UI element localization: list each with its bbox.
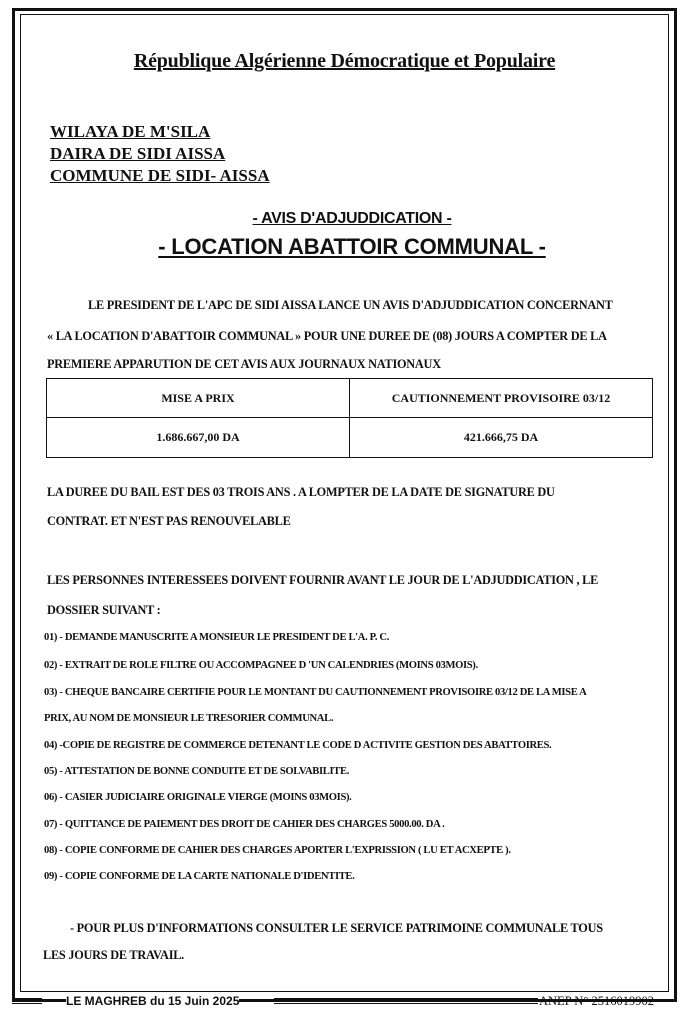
- avis-title: - AVIS D'ADJUDDICATION -: [252, 210, 452, 227]
- dossier-item: 02) - EXTRAIT DE ROLE FILTRE OU ACCOMPAGNEE D 'UN CALENDRIES (MOINS 03MOIS).: [44, 660, 478, 671]
- daira-line: DAIRA DE SIDI AISSA: [50, 144, 226, 163]
- footer-rule-middle: [274, 998, 538, 1004]
- dossier-item: 05) - ATTESTATION DE BONNE CONDUITE ET DE SOLVABILITE.: [44, 766, 349, 777]
- price-value-mise: 1.686.667,00 DA: [47, 418, 350, 458]
- info-line-1: - POUR PLUS D'INFORMATIONS CONSULTER LE SERVICE PATRIMOINE COMMUNALE TOUS: [70, 921, 603, 935]
- dossier-item: 04) -COPIE DE REGISTRE DE COMMERCE DETENANT LE CODE D ACTIVITE GESTION DES ABATTOIRES.: [44, 740, 552, 751]
- dossier-item: 08) - COPIE CONFORME DE CAHIER DES CHARGES APORTER L'EXPRISSION ( LU ET ACXEPTE ).: [44, 845, 511, 856]
- dossier-item: 09) - COPIE CONFORME DE LA CARTE NATIONALE D'IDENTITE.: [44, 871, 355, 882]
- administration-block: [50, 121, 270, 187]
- intro-line-3: PREMIERE APPARUTION DE CET AVIS AUX JOURNAUX NATIONAUX: [47, 357, 441, 371]
- dossier-item: 01) - DEMANDE MANUSCRITE A MONSIEUR LE PRESIDENT DE L'A. P. C.: [44, 632, 390, 643]
- footer-newspaper: LE MAGHREB du 15 Juin 2025: [66, 994, 240, 1008]
- bail-line-1: LA DUREE DU BAIL EST DES 03 TROIS ANS . A LOMPTER DE LA DATE DE SIGNATURE DU: [47, 485, 555, 499]
- price-value-caution: 421.666,75 DA: [350, 418, 653, 458]
- wilaya-line: WILAYA DE M'SILA: [50, 122, 211, 141]
- location-title: - LOCATION ABATTOIR COMMUNAL -: [158, 234, 546, 259]
- commune-line: COMMUNE DE SIDI- AISSA: [50, 166, 270, 185]
- footer-rule-left: [12, 998, 42, 1004]
- price-header-caution: CAUTIONNEMENT PROVISOIRE 03/12: [350, 379, 653, 418]
- intro-line-2: « LA LOCATION D'ABATTOIR COMMUNAL » POUR UNE DUREE DE (08) JOURS A COMPTER DE LA: [47, 329, 607, 343]
- price-header-mise: MISE A PRIX: [47, 379, 350, 418]
- dossier-item: 03) - CHEQUE BANCAIRE CERTIFIE POUR LE MONTANT DU CAUTIONNEMENT PROVISOIRE 03/12 DE LA MISE A: [44, 687, 587, 698]
- dossier-item: PRIX, AU NOM DE MONSIEUR LE TRESORIER COMMUNAL.: [44, 713, 334, 724]
- dossier-line-2: DOSSIER SUIVANT :: [47, 603, 161, 617]
- footer: [12, 992, 677, 1012]
- bail-line-2: CONTRAT. ET N'EST PAS RENOUVELABLE: [47, 514, 291, 528]
- republic-heading: République Algérienne Démocratique et Populaire: [133, 50, 556, 72]
- price-table: [46, 378, 653, 458]
- info-line-2: LES JOURS DE TRAVAIL.: [43, 948, 185, 962]
- intro-line-1: LE PRESIDENT DE L'APC DE SIDI AISSA LANCE UN AVIS D'ADJUDDICATION CONCERNANT: [88, 298, 613, 312]
- dossier-line-1: LES PERSONNES INTERESSEES DOIVENT FOURNIR AVANT LE JOUR DE L'ADJUDDICATION , LE: [47, 573, 599, 587]
- dossier-item: 06) - CASIER JUDICIAIRE ORIGINALE VIERGE (MOINS 03MOIS).: [44, 792, 352, 803]
- dossier-item: 07) - QUITTANCE DE PAIEMENT DES DROIT DE CAHIER DES CHARGES 5000.00. DA .: [44, 819, 445, 830]
- footer-anep: ANEP N° 2516019902: [539, 994, 654, 1008]
